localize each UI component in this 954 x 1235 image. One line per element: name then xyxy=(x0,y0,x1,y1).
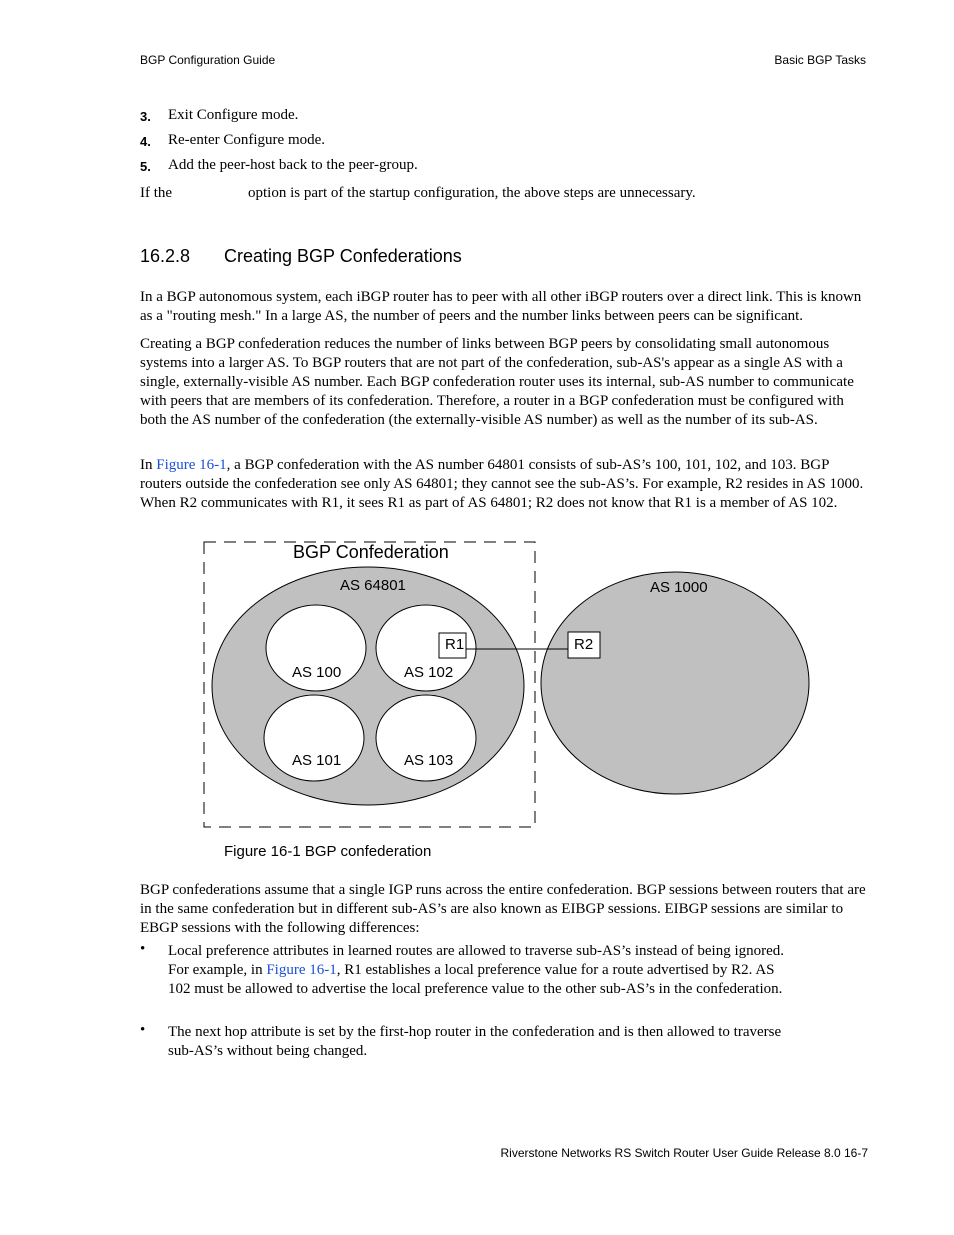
bullet-text-part: , R1 establishes a local preference value for a route advertised by R2. AS 102 must be allowed to advertise the local preference value to the other sub-AS’s in the confederation. xyxy=(168,962,783,997)
as-1000-ellipse xyxy=(541,572,809,794)
step-text: Exit Configure mode. xyxy=(168,107,299,123)
bullet-text-part: Local preference attributes in learned routes are allowed to traverse sub-AS’s instead of being ignored. For example, in xyxy=(168,943,785,978)
startup-note-after: option is part of the startup configuration, the above steps are unnecessary. xyxy=(248,185,696,201)
step-text: Re-enter Configure mode. xyxy=(168,132,326,148)
step-number: 4. xyxy=(140,134,151,149)
figure-link[interactable]: Figure 16-1 xyxy=(156,457,227,473)
bullet-text xyxy=(168,942,788,999)
confederation-label: BGP Confederation xyxy=(293,542,449,562)
section-number: 16.2.8 xyxy=(140,246,191,266)
paragraph-confederation-intro: Creating a BGP confederation reduces the number of links between BGP peers by consolidating small autonomous systems into a larger AS. To BGP routers that are not part of the confederation, sub-AS's appear as a single AS with a single, externally-visible AS number. Each BGP confederation router uses its internal, sub-AS number to communicate with peers that are members of its confederation. Therefore, a router in a BGP confederation must be configured with both the AS number of the confederation (the externally-visible AS number) as well as the number of its sub-AS. xyxy=(140,336,854,428)
as-64801-label: AS 64801 xyxy=(340,577,406,594)
step-number: 5. xyxy=(140,159,151,174)
paragraph-routing-mesh: In a BGP autonomous system, each iBGP router has to peer with all other iBGP routers over a direct link. This is known as a "routing mesh." In a large AS, the number of peers and the number links between peers can be significant. xyxy=(140,289,862,324)
sub-as-103-label: AS 103 xyxy=(404,752,454,769)
paragraph-text: In xyxy=(140,457,157,473)
as-64801-ellipse xyxy=(212,567,524,805)
paragraph-eibgp: BGP confederations assume that a single IGP runs across the entire confederation. BGP sessions between routers that are in the same confederation but in different sub-AS’s are also known as EIBGP sessions. EIBGP sessions are similar to EBGP sessions with the following differences: xyxy=(140,882,866,936)
section-title: Creating BGP Confederations xyxy=(224,246,462,266)
router-r2-label: R2 xyxy=(574,636,594,653)
figure-link[interactable]: Figure 16-1 xyxy=(266,962,337,978)
sub-as-101-label: AS 101 xyxy=(292,752,342,769)
bullet-text: The next hop attribute is set by the first-hop router in the confederation and is then allowed to traverse sub-AS’s without being changed. xyxy=(168,1024,782,1059)
bullet-icon: • xyxy=(140,941,146,957)
paragraph-text: , a BGP confederation with the AS number 64801 consists of sub-AS’s 100, 101, 102, and 103. BGP routers outside the confederation see only AS 64801; they cannot see the sub-AS’s. For example, R2 resides in AS 1000. When R2 communicates with R1, it sees R1 as part of AS 64801; R2 does not know that R1 is a member of AS 102. xyxy=(140,457,864,511)
running-header-right: Basic BGP Tasks xyxy=(774,53,866,67)
step-text: Add the peer-host back to the peer-group. xyxy=(168,157,418,173)
router-r1-label: R1 xyxy=(445,636,465,653)
sub-as-100-label: AS 100 xyxy=(292,664,342,681)
page-footer: Riverstone Networks RS Switch Router User Guide Release 8.0 16-7 xyxy=(500,1146,868,1160)
running-header-left: BGP Configuration Guide xyxy=(140,53,276,67)
step-number: 3. xyxy=(140,109,151,124)
bullet-icon: • xyxy=(140,1022,146,1038)
figure-caption: Figure 16-1 BGP confederation xyxy=(224,843,432,860)
startup-note-before: If the xyxy=(140,185,173,201)
sub-as-102-label: AS 102 xyxy=(404,664,454,681)
as-1000-label: AS 1000 xyxy=(650,579,708,596)
